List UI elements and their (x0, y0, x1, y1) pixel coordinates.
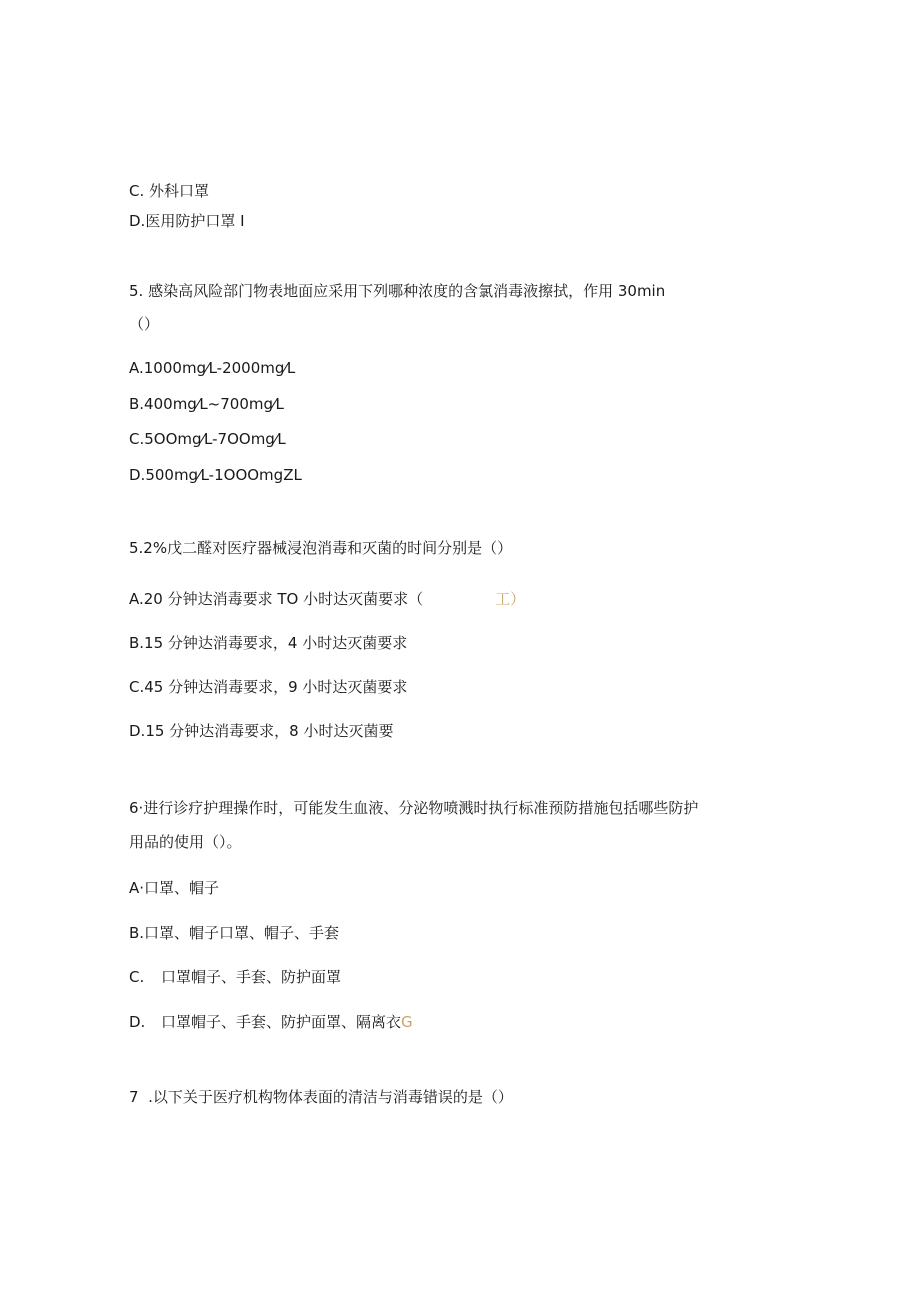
q5a-stem-line2: （） (129, 315, 160, 333)
q5b-option-c: C.45 分钟达消毒要求，9 小时达灭菌要求 (129, 678, 408, 696)
q6-option-d (129, 1012, 413, 1032)
q6-option-c-label: C. (129, 968, 145, 986)
q6-option-d-mark: G (401, 1013, 413, 1031)
q6-stem-line2: 用品的使用（）。 (129, 833, 242, 851)
q5a-option-c: C.5OOmg⁄L-7OOmg⁄L (129, 430, 286, 448)
q6-option-a: A·口罩、帽子 (129, 879, 220, 897)
q6-option-b: B.口罩、帽子口罩、帽子、手套 (129, 924, 340, 942)
q5b-option-a-mark: 工） (495, 590, 526, 608)
q6-option-c-text: 口罩帽子、手套、防护面罩 (161, 968, 342, 986)
q4-option-c: C. 外科口罩 (129, 182, 210, 200)
q5a-option-d: D.500mg⁄L-1OOOmgZL (129, 466, 302, 484)
q4-option-d: D.医用防护口罩 I (129, 212, 245, 230)
q6-option-d-text: 口罩帽子、手套、防护面罩、隔离衣 (161, 1013, 402, 1031)
q5a-option-a: A.1000mg⁄L-2000mg⁄L (129, 359, 296, 377)
q5a-option-b: B.400mg⁄L~700mg⁄L (129, 395, 284, 413)
q5b-option-b: B.15 分钟达消毒要求，4 小时达灭菌要求 (129, 634, 408, 652)
q5b-option-a (129, 589, 525, 609)
q5b-option-a-text: A.20 分钟达消毒要求 TO 小时达灭菌要求（ (129, 590, 424, 608)
q5a-stem-line1: 5. 感染高风险部门物表地面应采用下列哪种浓度的含氯消毒液擦拭，作用 30min (129, 282, 666, 300)
q5b-stem: 5.2%戊二醛对医疗器械浸泡消毒和灭菌的时间分别是（） (129, 539, 513, 557)
q5b-option-d: D.15 分钟达消毒要求，8 小时达灭菌要 (129, 722, 394, 740)
q6-option-d-label: D. (129, 1013, 146, 1031)
q6-stem-line1: 6·进行诊疗护理操作时，可能发生血液、分泌物喷溅时执行标准预防措施包括哪些防护 (129, 799, 699, 817)
q7-stem: 7 .以下关于医疗机构物体表面的清洁与消毒错误的是（） (129, 1088, 513, 1106)
q6-option-c (129, 967, 341, 987)
